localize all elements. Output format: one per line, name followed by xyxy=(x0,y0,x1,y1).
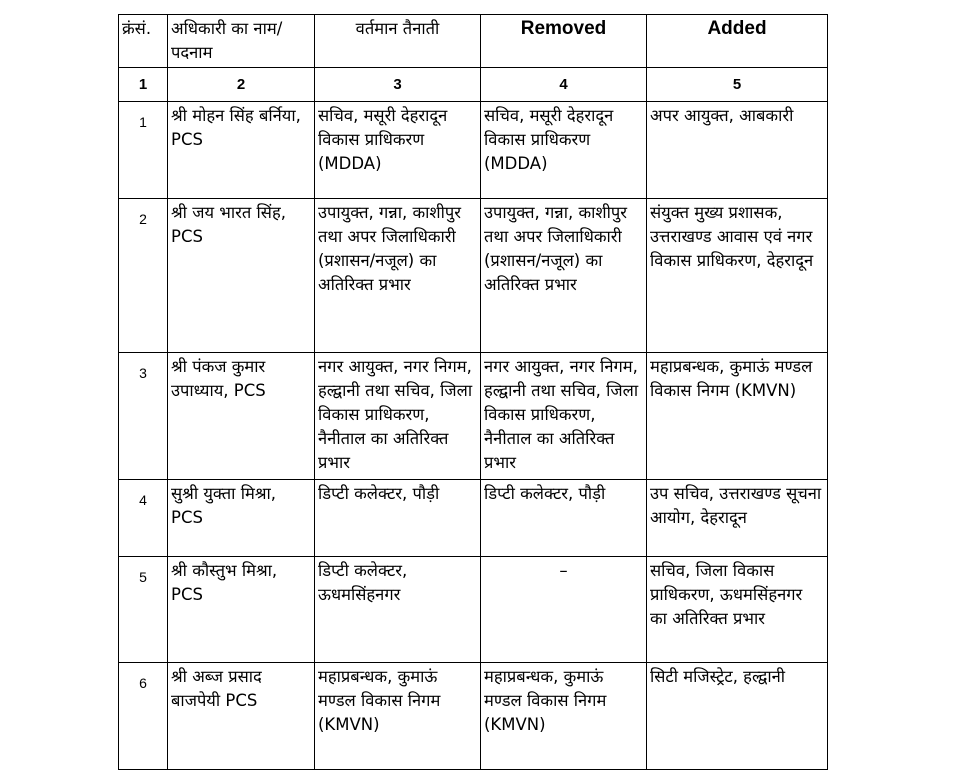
serial-cell: 6 xyxy=(119,663,168,770)
removed-cell: महाप्रबन्धक, कुमाऊं मण्डल विकास निगम (KMVN) xyxy=(481,663,647,770)
header-row xyxy=(119,15,828,68)
removed-cell: नगर आयुक्त, नगर निगम, हल्द्वानी तथा सचिव, जिला विकास प्राधिकरण, नैनीताल का अतिरिक्त प्रभार xyxy=(481,353,647,480)
current-posting-cell: महाप्रबन्धक, कुमाऊं मण्डल विकास निगम (KMVN) xyxy=(315,663,481,770)
officer-name-cell: श्री कौस्तुभ मिश्रा, PCS xyxy=(168,557,315,663)
table-row xyxy=(119,557,828,663)
serial-cell: 1 xyxy=(119,102,168,199)
column-number: 1 xyxy=(119,68,168,102)
header-officer-name: अधिकारी का नाम/ पदनाम xyxy=(168,15,315,68)
added-cell: सचिव, जिला विकास प्राधिकरण, ऊधमसिंहनगर का अतिरिक्त प्रभार xyxy=(647,557,828,663)
header-current-posting: वर्तमान तैनाती xyxy=(315,15,481,68)
officer-name-cell: श्री अब्ज प्रसाद बाजपेयी PCS xyxy=(168,663,315,770)
added-cell: महाप्रबन्धक, कुमाऊं मण्डल विकास निगम (KMVN) xyxy=(647,353,828,480)
current-posting-cell: नगर आयुक्त, नगर निगम, हल्द्वानी तथा सचिव, जिला विकास प्राधिकरण, नैनीताल का अतिरिक्त प्रभार xyxy=(315,353,481,480)
current-posting-cell: डिप्टी कलेक्टर, ऊधमसिंहनगर xyxy=(315,557,481,663)
table-row xyxy=(119,199,828,353)
serial-cell: 5 xyxy=(119,557,168,663)
officer-name-cell: सुश्री युक्ता मिश्रा, PCS xyxy=(168,480,315,557)
column-number: 5 xyxy=(647,68,828,102)
added-cell: सिटी मजिस्ट्रेट, हल्द्वानी xyxy=(647,663,828,770)
table-row xyxy=(119,102,828,199)
transfer-order-table xyxy=(118,14,828,770)
removed-cell: डिप्टी कलेक्टर, पौड़ी xyxy=(481,480,647,557)
header-serial: क्रंसं. xyxy=(119,15,168,68)
table-row xyxy=(119,353,828,480)
serial-cell: 2 xyxy=(119,199,168,353)
current-posting-cell: उपायुक्त, गन्ना, काशीपुर तथा अपर जिलाधिकारी (प्रशासन/नजूल) का अतिरिक्त प्रभार xyxy=(315,199,481,353)
officer-name-cell: श्री मोहन सिंह बर्निया, PCS xyxy=(168,102,315,199)
header-removed: Removed xyxy=(481,15,647,68)
column-number: 4 xyxy=(481,68,647,102)
added-cell: उप सचिव, उत्तराखण्ड सूचना आयोग, देहरादून xyxy=(647,480,828,557)
removed-cell xyxy=(481,557,647,663)
table-row xyxy=(119,663,828,770)
table-row xyxy=(119,480,828,557)
officer-name-cell: श्री जय भारत सिंह, PCS xyxy=(168,199,315,353)
column-number-row xyxy=(119,68,828,102)
header-added: Added xyxy=(647,15,828,68)
removed-dash: – xyxy=(559,561,568,580)
serial-cell: 3 xyxy=(119,353,168,480)
current-posting-cell: सचिव, मसूरी देहरादून विकास प्राधिकरण (MDDA) xyxy=(315,102,481,199)
removed-cell: सचिव, मसूरी देहरादून विकास प्राधिकरण (MDDA) xyxy=(481,102,647,199)
current-posting-cell: डिप्टी कलेक्टर, पौड़ी xyxy=(315,480,481,557)
serial-cell: 4 xyxy=(119,480,168,557)
column-number: 2 xyxy=(168,68,315,102)
added-cell: संयुक्त मुख्य प्रशासक, उत्तराखण्ड आवास एवं नगर विकास प्राधिकरण, देहरादून xyxy=(647,199,828,353)
column-number: 3 xyxy=(315,68,481,102)
added-cell: अपर आयुक्त, आबकारी xyxy=(647,102,828,199)
officer-name-cell: श्री पंकज कुमार उपाध्याय, PCS xyxy=(168,353,315,480)
removed-cell: उपायुक्त, गन्ना, काशीपुर तथा अपर जिलाधिकारी (प्रशासन/नजूल) का अतिरिक्त प्रभार xyxy=(481,199,647,353)
